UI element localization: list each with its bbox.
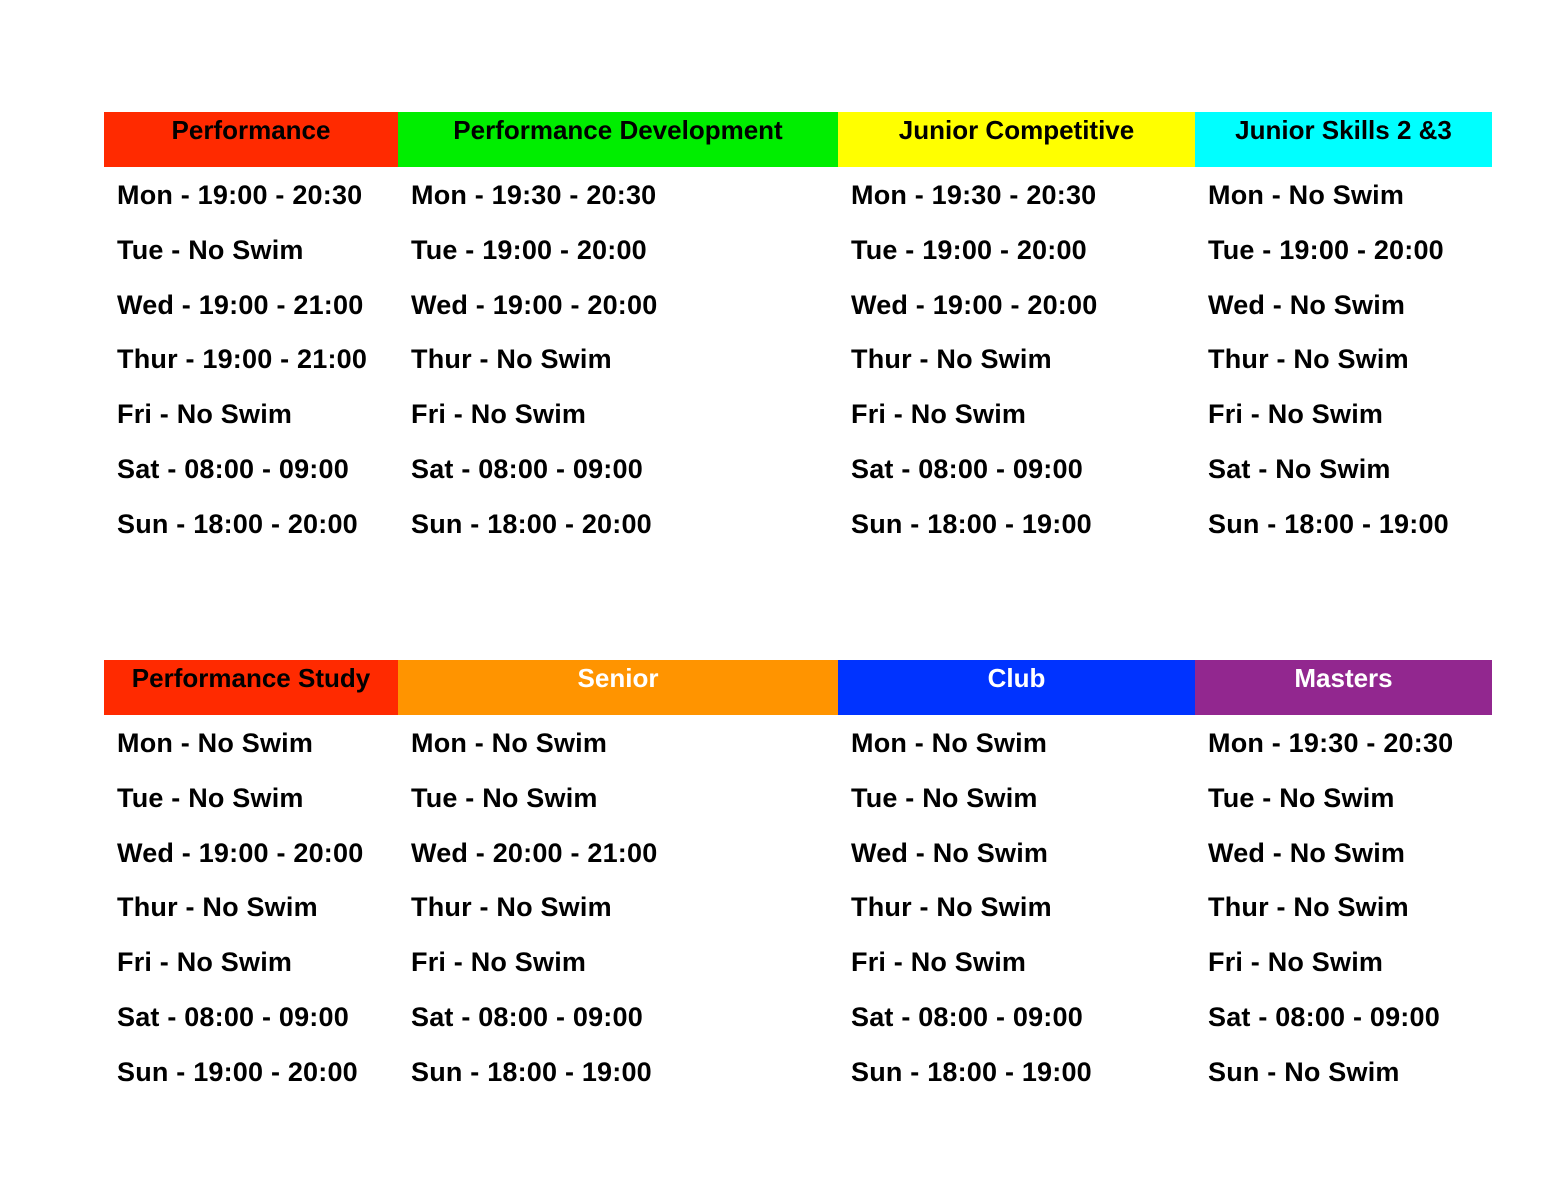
session-line: Thur - 19:00 - 21:00 [117, 344, 368, 375]
session-line: Thur - No Swim [117, 892, 318, 923]
session-line: Sun - 18:00 - 20:00 [411, 508, 652, 539]
session-line: Mon - 19:30 - 20:30 [851, 180, 1097, 210]
group-header-performance-development: Performance Development [398, 112, 838, 167]
session-line: Thur - No Swim [411, 892, 612, 923]
session-line: Sun - No Swim [1208, 1056, 1400, 1087]
group-header-junior-competitive: Junior Competitive [838, 112, 1195, 167]
session-line: Mon - No Swim [851, 728, 1048, 758]
session-line: Wed - 19:00 - 20:00 [117, 837, 364, 868]
session-line: Mon - No Swim [1208, 180, 1405, 210]
session-line: Wed - No Swim [1208, 289, 1406, 320]
sessions-junior-skills [1195, 167, 1492, 561]
session-line: Mon - No Swim [117, 728, 314, 758]
session-line: Thur - No Swim [411, 344, 612, 375]
session-line: Sun - 19:00 - 20:00 [117, 1056, 358, 1087]
session-line: Fri - No Swim [1208, 947, 1384, 978]
sessions-club [838, 715, 1195, 1109]
session-line: Fri - No Swim [851, 947, 1027, 978]
session-line: Wed - 19:00 - 20:00 [851, 289, 1098, 320]
session-line: Sun - 18:00 - 19:00 [1208, 508, 1449, 539]
group-header-performance: Performance [104, 112, 398, 167]
session-line: Sat - No Swim [1208, 453, 1391, 484]
session-line: Mon - No Swim [411, 728, 608, 758]
session-line: Mon - 19:00 - 20:30 [117, 180, 363, 210]
session-line: Fri - No Swim [411, 399, 587, 430]
group-header-masters: Masters [1195, 660, 1492, 715]
session-line: Wed - 19:00 - 21:00 [117, 289, 364, 320]
session-line: Sat - 08:00 - 09:00 [851, 453, 1083, 484]
session-line: Fri - No Swim [1208, 399, 1384, 430]
session-line: Thur - No Swim [1208, 892, 1409, 923]
schedule-table-bottom [104, 660, 1492, 1109]
session-line: Tue - No Swim [851, 782, 1038, 813]
session-line: Sun - 18:00 - 19:00 [411, 1056, 652, 1087]
session-line: Sat - 08:00 - 09:00 [1208, 1001, 1440, 1032]
session-line: Mon - 19:30 - 20:30 [411, 180, 657, 210]
session-line: Wed - 19:00 - 20:00 [411, 289, 658, 320]
group-header-junior-skills: Junior Skills 2 &3 [1195, 112, 1492, 167]
session-line: Thur - No Swim [851, 344, 1052, 375]
session-line: Fri - No Swim [411, 947, 587, 978]
session-line: Fri - No Swim [117, 399, 293, 430]
session-line: Tue - 19:00 - 20:00 [1208, 234, 1444, 265]
session-line: Tue - 19:00 - 20:00 [411, 234, 647, 265]
session-line: Sat - 08:00 - 09:00 [411, 453, 643, 484]
session-line: Mon - 19:30 - 20:30 [1208, 728, 1454, 758]
session-line: Thur - No Swim [1208, 344, 1409, 375]
header-row-bottom [104, 660, 1492, 715]
sessions-performance [104, 167, 398, 561]
session-line: Fri - No Swim [117, 947, 293, 978]
session-line: Sat - 08:00 - 09:00 [117, 453, 349, 484]
session-line: Tue - 19:00 - 20:00 [851, 234, 1087, 265]
sessions-row-top [104, 167, 1492, 561]
session-line: Tue - No Swim [117, 782, 304, 813]
session-line: Sat - 08:00 - 09:00 [411, 1001, 643, 1032]
group-header-senior: Senior [398, 660, 838, 715]
session-line: Wed - No Swim [1208, 837, 1406, 868]
group-header-performance-study: Performance Study [104, 660, 398, 715]
session-line: Sun - 18:00 - 19:00 [851, 1056, 1092, 1087]
session-line: Fri - No Swim [851, 399, 1027, 430]
session-line: Tue - No Swim [1208, 782, 1395, 813]
schedule-table-top [104, 112, 1492, 561]
sessions-masters [1195, 715, 1492, 1109]
session-line: Tue - No Swim [117, 234, 304, 265]
sessions-senior [398, 715, 838, 1109]
session-line: Sat - 08:00 - 09:00 [851, 1001, 1083, 1032]
group-header-club: Club [838, 660, 1195, 715]
session-line: Sun - 18:00 - 19:00 [851, 508, 1092, 539]
session-line: Sat - 08:00 - 09:00 [117, 1001, 349, 1032]
sessions-junior-competitive [838, 167, 1195, 561]
sessions-row-bottom [104, 715, 1492, 1109]
session-line: Sun - 18:00 - 20:00 [117, 508, 358, 539]
sessions-performance-study [104, 715, 398, 1109]
session-line: Thur - No Swim [851, 892, 1052, 923]
sessions-performance-development [398, 167, 838, 561]
session-line: Wed - 20:00 - 21:00 [411, 837, 658, 868]
session-line: Wed - No Swim [851, 837, 1049, 868]
header-row-top [104, 112, 1492, 167]
session-line: Tue - No Swim [411, 782, 598, 813]
